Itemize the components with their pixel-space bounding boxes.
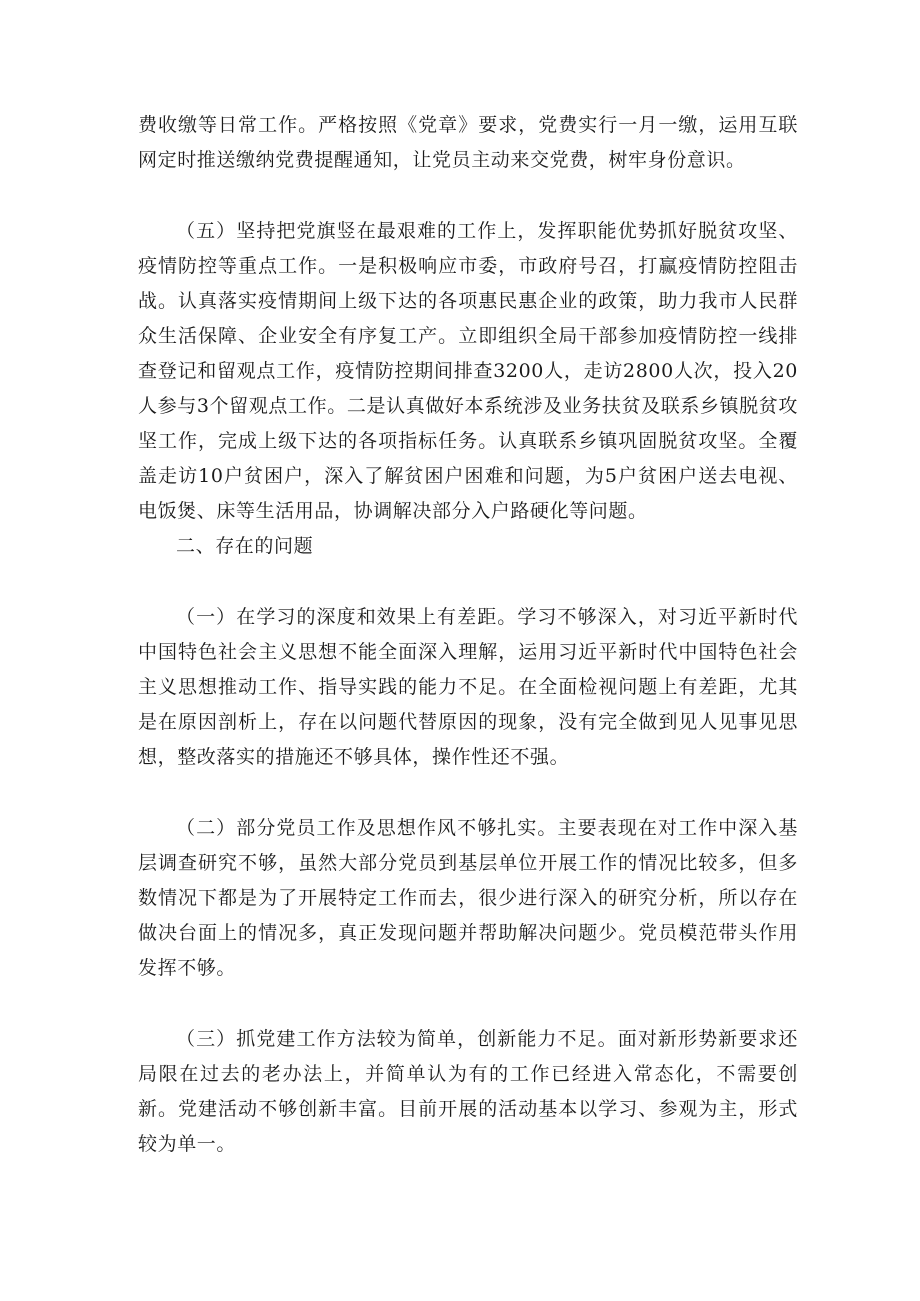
section-heading-problems: 二、存在的问题: [176, 535, 314, 557]
document-body: [138, 108, 798, 1162]
paragraph-problem-two: （二）部分党员工作及思想作风不够扎实。主要表现在对工作中深入基层调查研究不够，虽然大部分党员到基层单位开展工作的情况比较多，但多数情况下都是为了开展特定工作而去，很少进行深入的研究分析，所以存在做决台面上的情况多，真正发现问题并帮助解决问题少。党员模范带头作用发挥不够。: [138, 817, 798, 979]
paragraph-item-five: （五）坚持把党旗竖在最艰难的工作上，发挥职能优势抓好脱贫攻坚、疫情防控等重点工作。一是积极响应市委，市政府号召，打赢疫情防控阻击战。认真落实疫情期间上级下达的各项惠民惠企业的政策，助力我市人民群众生活保障、企业安全有序复工产。立即组织全局干部参加疫情防控一线排查登记和留观点工作，疫情防控期间排查3200人，走访2800人次，投入20人参与3个留观点工作。二是认真做好本系统涉及业务扶贫及联系乡镇脱贫攻坚工作，完成上级下达的各项指标任务。认真联系乡镇巩固脱贫攻坚。全覆盖走访10户贫困户，深入了解贫困户困难和问题，为5户贫困户送去电视、电饭煲、床等生活用品，协调解决部分入户路硬化等问题。: [138, 220, 798, 522]
paragraph-party-dues: 费收缴等日常工作。严格按照《党章》要求，党费实行一月一缴，运用互联网定时推送缴纳党费提醒通知，让党员主动来交党费，树牢身份意识。: [138, 114, 798, 171]
paragraph-problem-one: （一）在学习的深度和效果上有差距。学习不够深入，对习近平新时代中国特色社会主义思想不能全面深入理解，运用习近平新时代中国特色社会主义思想推动工作、指导实践的能力不足。在全面检视问题上有差距，尤其是在原因剖析上，存在以问题代替原因的现象，没有完全做到见人见事见思想，整改落实的措施还不够具体，操作性还不强。: [138, 606, 798, 768]
paragraph-problem-three: （三）抓党建工作方法较为简单，创新能力不足。面对新形势新要求还局限在过去的老办法上，并简单认为有的工作已经进入常态化，不需要创新。党建活动不够创新丰富。目前开展的活动基本以学习、参观为主，形式较为单一。: [138, 1028, 798, 1155]
